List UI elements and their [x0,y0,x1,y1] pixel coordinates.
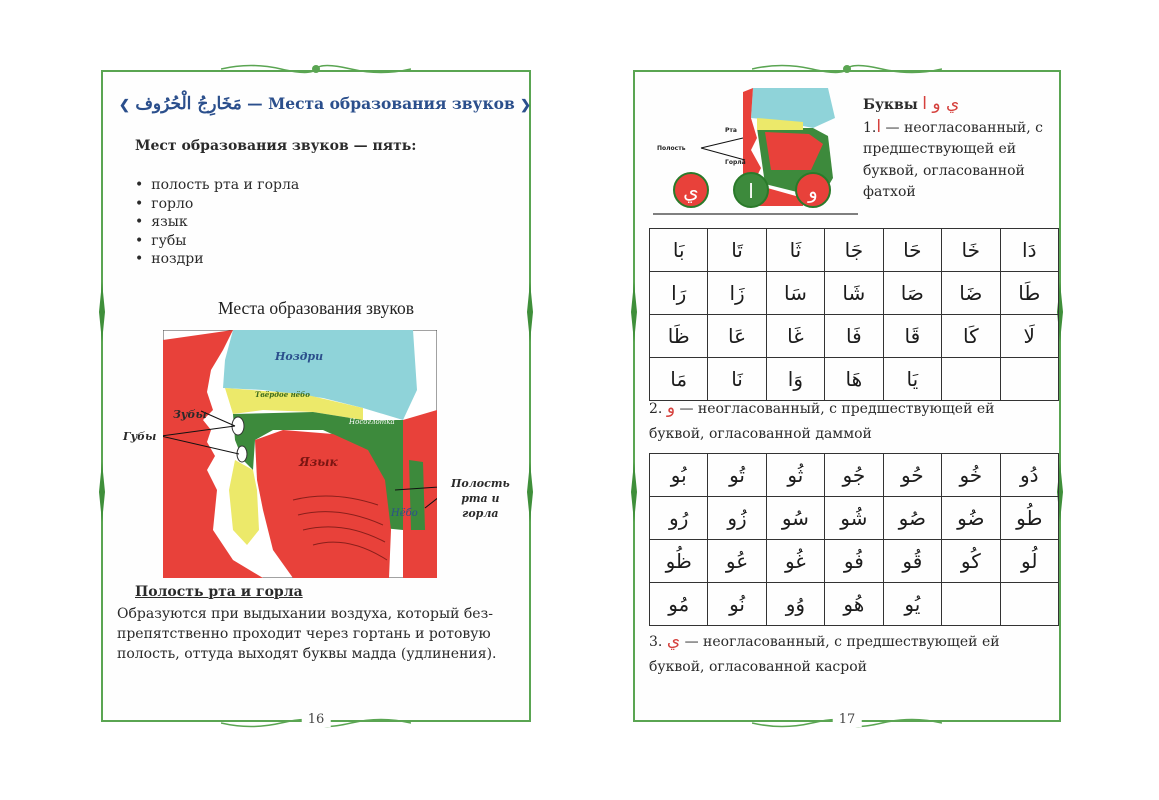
ornament-top [221,62,411,76]
syllable-cell: خَا [942,229,1000,272]
syllable-cell: نَا [708,358,766,401]
syllable-cell: قَا [883,315,941,358]
circle-letter: ا [748,179,754,203]
table-row [650,454,1059,497]
circle-letter: ي [683,179,699,203]
syllable-cell: بُو [650,454,708,497]
ornament-bracket-icon: ❯ [520,98,532,113]
circle-letter: و [808,179,818,203]
subtitle: Мест образования звуков — пять: [135,138,417,154]
para-text: — неогласованный, с предшествующей ей буквой, огласованной касрой [649,634,1000,675]
label-lips: Губы [123,430,157,443]
header-arabic: مَخَارِجُ الْحُرُوف [135,94,242,114]
list-item: • язык [135,213,299,232]
table-row [650,583,1059,626]
syllable-cell: شَا [825,272,883,315]
label-cavity: Полость [657,145,686,152]
syllable-cell: ظَا [650,315,708,358]
label-cavity-line2: рта и [461,492,500,505]
mouth-diagram [653,88,858,216]
syllable-cell: صُو [883,497,941,540]
label-tongue: Язык [299,455,338,469]
para-letter: و [666,398,676,418]
list-item: • горло [135,195,299,214]
header-title: — Места образования звуков [247,94,515,113]
syllable-cell: شُو [825,497,883,540]
syllable-cell: ظُو [650,540,708,583]
syllable-cell: رَا [650,272,708,315]
syllable-cell: طَا [1000,272,1058,315]
syllable-cell: حُو [883,454,941,497]
label-mouth: Рта [725,127,737,134]
right-page [633,70,1061,727]
paragraph-waw [649,396,1049,447]
syllable-cell: مَا [650,358,708,401]
page-number: 16 [302,712,331,727]
para-num: 3. [649,634,663,650]
section-title: Полость рта и горла [135,584,303,600]
syllable-cell: صَا [883,272,941,315]
syllable-cell: رُو [650,497,708,540]
syllable-cell: بَا [650,229,708,272]
label-soft-palate: Нёбо [391,508,418,519]
syllable-cell: نُو [708,583,766,626]
intro-text: — неогласованный, с предшествующей ей буквой, огласованной фатхой [863,119,1043,200]
syllable-table-fatha [649,228,1059,401]
syllable-cell: جَا [825,229,883,272]
intro-title: Буквы [863,97,918,113]
intro-letters: ي و ا [922,94,960,114]
syllable-cell [942,358,1000,401]
syllable-cell: هُو [825,583,883,626]
table-row [650,540,1059,583]
syllable-cell: خُو [942,454,1000,497]
syllable-cell: عَا [708,315,766,358]
para-num: 2. [649,401,663,417]
syllable-cell: مُو [650,583,708,626]
syllable-cell: هَا [825,358,883,401]
syllable-cell [1000,358,1058,401]
syllable-cell: كَا [942,315,1000,358]
list-item: • губы [135,232,299,251]
syllable-cell: يَا [883,358,941,401]
table-row [650,315,1059,358]
left-page [101,70,532,727]
syllable-cell: دُو [1000,454,1058,497]
syllable-cell: وَا [766,358,824,401]
label-cavity [451,476,510,521]
syllable-cell: لُو [1000,540,1058,583]
list-item: • полость рта и горла [135,176,299,195]
syllable-cell: لَا [1000,315,1058,358]
syllable-cell: حَا [883,229,941,272]
syllable-table-damma [649,453,1059,626]
syllable-cell: زَا [708,272,766,315]
syllable-cell: تَا [708,229,766,272]
syllable-cell [1000,583,1058,626]
label-throat: Горла [725,159,746,166]
places-list [135,176,299,269]
syllable-cell: تُو [708,454,766,497]
intro-num: 1. [863,119,877,136]
ornament-bracket-icon: ❮ [119,98,130,113]
table-row [650,358,1059,401]
page-number: 17 [833,712,862,727]
para-text: — неогласованный, с предшествующей ей буквой, огласованной даммой [649,401,995,442]
table-row [650,272,1059,315]
vocal-tract-diagram [163,330,437,578]
ornament-left-edge [631,282,637,522]
syllable-cell: ضَا [942,272,1000,315]
table-row [650,229,1059,272]
syllable-cell: قُو [883,540,941,583]
label-pharynx: Носоглотка [349,418,395,426]
syllable-cell: وُو [766,583,824,626]
syllable-cell: زُو [708,497,766,540]
paragraph-ya [649,629,1049,680]
syllable-cell: سَا [766,272,824,315]
syllable-cell: ضُو [942,497,1000,540]
intro-letter: ا [876,116,882,137]
label-cavity-line3: горла [462,507,499,520]
syllable-cell: غُو [766,540,824,583]
syllable-cell: سُو [766,497,824,540]
para-letter: ي [666,631,681,651]
syllable-cell: جُو [825,454,883,497]
label-cavity-line1: Полость [451,477,510,490]
syllable-cell: ثَا [766,229,824,272]
ornament-top [752,62,942,76]
section-text: Образуются при выдыхании воздуха, который без-препятственно проходит через гортань и ротовую полость, оттуда выходят буквы мадда (удлинения). [117,606,497,662]
label-hard-palate: Твёрдое нёбо [255,390,310,399]
label-teeth: Зубы [173,408,207,421]
syllable-cell: فُو [825,540,883,583]
page-header [119,94,532,114]
figure-title: Места образования звуков [218,298,414,318]
syllable-cell: فَا [825,315,883,358]
list-item: • ноздри [135,250,299,269]
label-nostrils: Ноздри [275,350,324,363]
syllable-cell: دَا [1000,229,1058,272]
syllable-cell: عُو [708,540,766,583]
syllable-cell [942,583,1000,626]
syllable-cell: يُو [883,583,941,626]
syllable-cell: طُو [1000,497,1058,540]
syllable-cell: ثُو [766,454,824,497]
syllable-cell: غَا [766,315,824,358]
intro [863,94,1059,204]
table-row [650,497,1059,540]
syllable-cell: كُو [942,540,1000,583]
